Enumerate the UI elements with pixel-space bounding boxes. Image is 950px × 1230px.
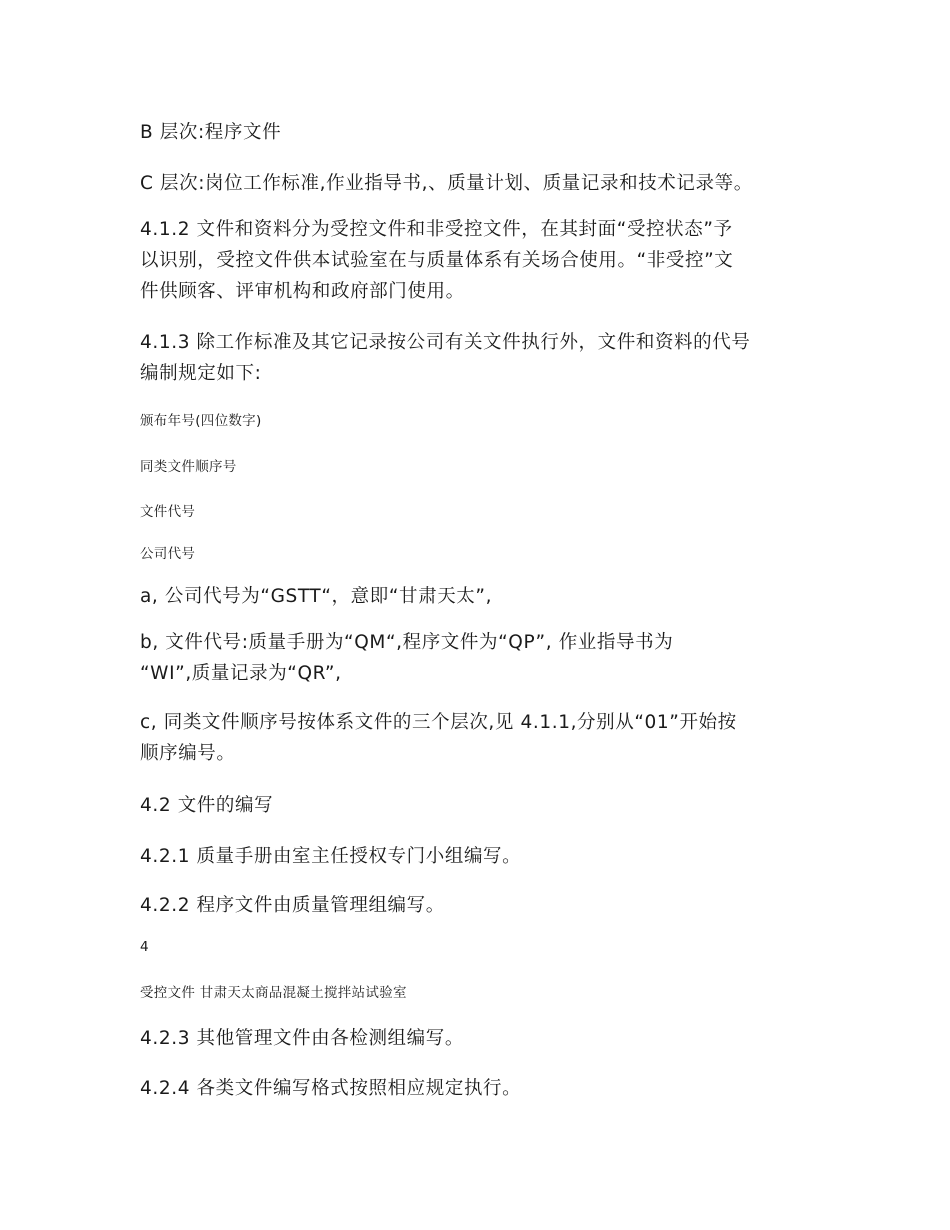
paragraph-4-1-3 xyxy=(140,327,820,389)
paragraph-4-1-2-line-1: 4.1.2 文件和资料分为受控文件和非受控文件，在其封面“受控状态”予 xyxy=(140,219,733,240)
item-c xyxy=(140,707,820,769)
code-label-company-code: 公司代号 xyxy=(140,546,196,562)
item-b-line-1: b, 文件代号:质量手册为“QM“,程序文件为“QP”, 作业指导书为 xyxy=(140,632,674,653)
item-c-line-1: c, 同类文件顺序号按体系文件的三个层次,见 4.1.1,分别从“01”开始按 xyxy=(140,712,737,733)
paragraph-4-1-3-line-1: 4.1.3 除工作标准及其它记录按公司有关文件执行外，文件和资料的代号 xyxy=(140,332,751,353)
page-header-text: 受控文件 甘肃天太商品混凝土搅拌站试验室 xyxy=(140,985,407,1001)
b-level-line: B 层次:程序文件 xyxy=(140,122,282,143)
code-label-sequence: 同类文件顺序号 xyxy=(140,459,237,475)
code-label-year: 颁布年号(四位数字) xyxy=(140,413,262,429)
item-a: a, 公司代号为“GSTT“，意即“甘肃天太”, xyxy=(140,586,493,607)
section-4-2-2: 4.2.2 程序文件由质量管理组编写。 xyxy=(140,895,445,916)
page-number: 4 xyxy=(140,939,149,955)
section-4-2-heading: 4.2 文件的编写 xyxy=(140,795,274,816)
section-4-2-1: 4.2.1 质量手册由室主任授权专门小组编写。 xyxy=(140,846,522,867)
paragraph-4-1-3-line-2: 编制规定如下: xyxy=(140,363,262,384)
item-b xyxy=(140,627,820,689)
item-c-line-2: 顺序编号。 xyxy=(140,743,236,764)
paragraph-4-1-2-line-3: 件供顾客、评审机构和政府部门使用。 xyxy=(140,281,465,302)
paragraph-4-1-2-line-2: 以识别，受控文件供本试验室在与质量体系有关场合使用。“非受控”文 xyxy=(140,250,734,271)
item-b-line-2: “WI”,质量记录为“QR”, xyxy=(140,663,342,684)
paragraph-4-1-2 xyxy=(140,214,820,307)
section-4-2-3: 4.2.3 其他管理文件由各检测组编写。 xyxy=(140,1028,464,1049)
code-label-doc-code: 文件代号 xyxy=(140,504,196,520)
section-4-2-4: 4.2.4 各类文件编写格式按照相应规定执行。 xyxy=(140,1078,522,1099)
c-level-line: C 层次:岗位工作标准,作业指导书,、质量计划、质量记录和技术记录等。 xyxy=(140,173,753,194)
